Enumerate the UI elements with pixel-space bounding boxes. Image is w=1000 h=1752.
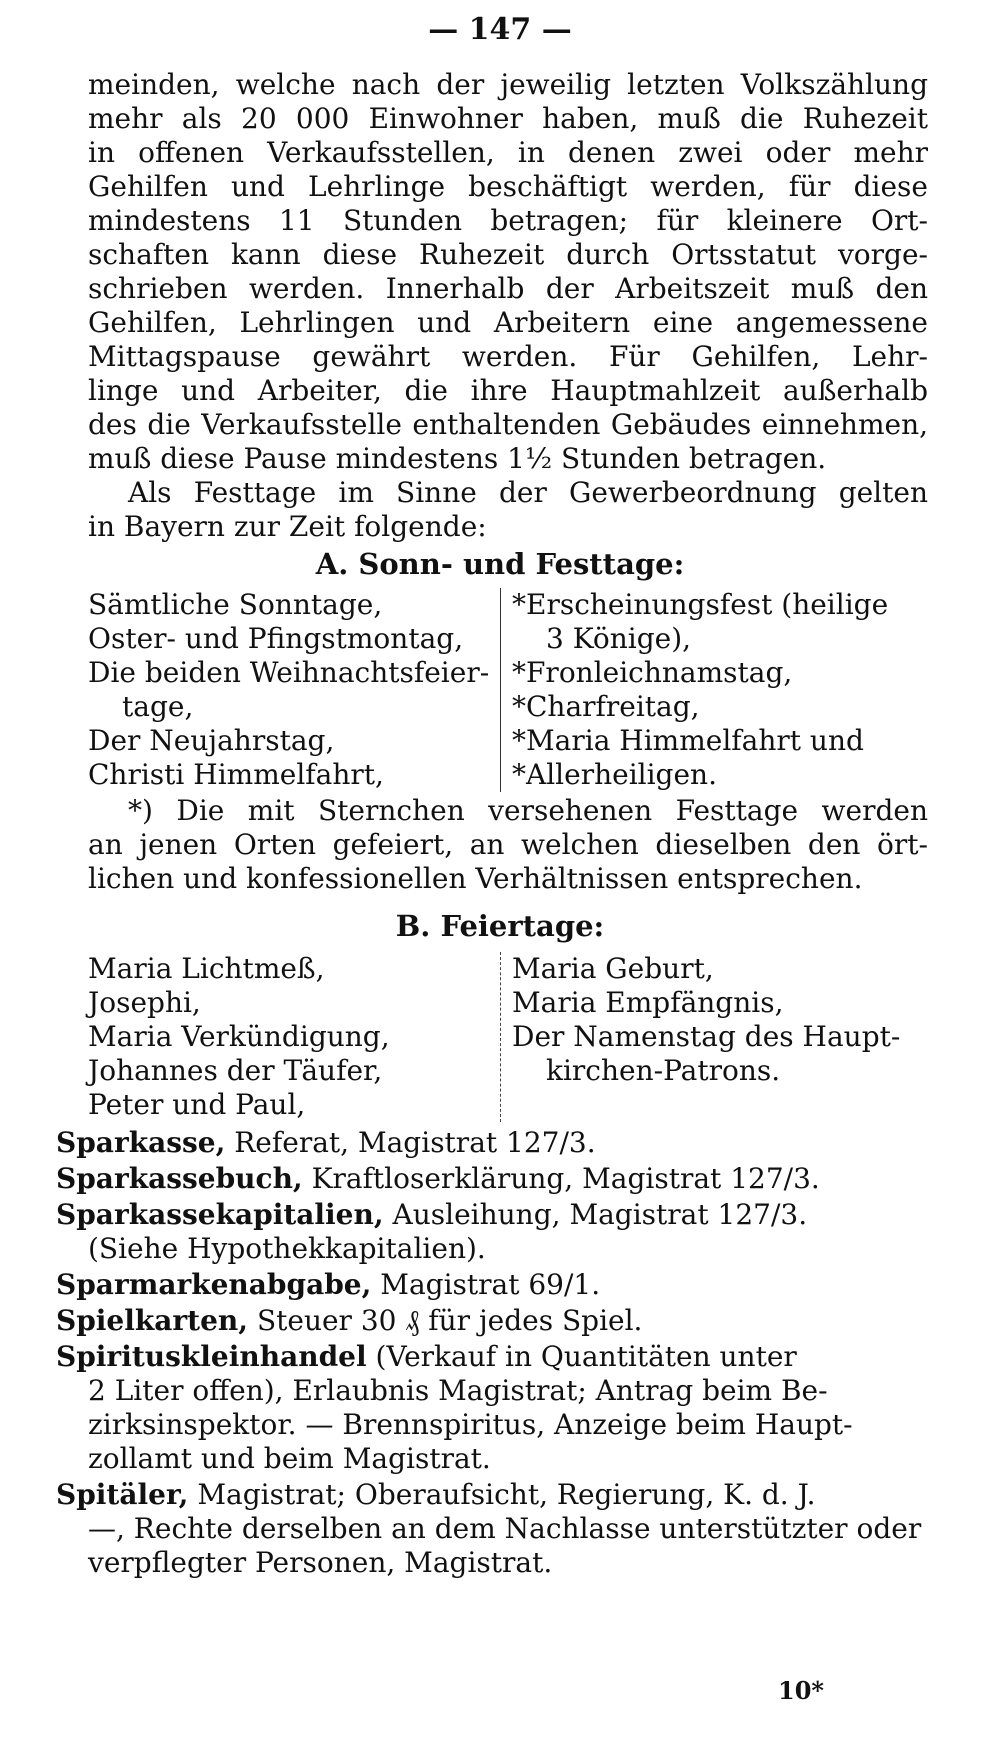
entry-text: Kraftloserklärung, Magistrat 127/3. [302, 1162, 820, 1195]
entry-text: (Verkauf in Quantitäten unter [366, 1340, 797, 1373]
holiday-item: Maria Empfängnis, [512, 986, 784, 1019]
holiday-item: tage, [122, 690, 194, 723]
entry-continuation: zollamt und beim Magistrat. [88, 1442, 491, 1475]
entry-text: Magistrat 69/1. [371, 1268, 601, 1301]
index-entry [56, 1478, 928, 1512]
body-text-line: schaften kann diese Ruhezeit durch Ortsstatut vorge- [88, 238, 928, 271]
section-heading-a: A. Sonn- und Festtage: [315, 547, 685, 581]
entry-keyword: Spirituskleinhandel [56, 1340, 367, 1373]
holiday-item: *Charfreitag, [512, 690, 700, 723]
signature-mark: 10* [778, 1676, 824, 1705]
holiday-item: *Fronleichnamstag, [512, 656, 793, 689]
body-text-line: meinden, welche nach der jeweilig letzten Volkszählung [88, 68, 928, 101]
entry-keyword: Spielkarten, [56, 1304, 249, 1337]
holiday-item: Maria Lichtmeß, [88, 952, 325, 985]
entry-keyword: Sparmarkenabgabe, [56, 1268, 372, 1301]
body-text-line: in offenen Verkaufsstellen, in denen zwei oder mehr [88, 136, 928, 169]
section-heading-b: B. Feiertage: [395, 909, 605, 943]
entry-text: Steuer 30 ₰ für jedes Spiel. [248, 1304, 643, 1337]
holiday-item: Der Neujahrstag, [88, 724, 335, 757]
body-text-line: mindestens 11 Stunden betragen; für kleinere Ort- [88, 204, 928, 237]
holiday-item: Johannes der Täufer, [88, 1054, 383, 1087]
footnote-line: lichen und konfessionellen Verhältnissen entsprechen. [88, 862, 863, 895]
index-entry [56, 1162, 928, 1196]
holiday-item: Der Namenstag des Haupt- [512, 1020, 901, 1053]
holiday-item: Sämtliche Sonntage, [88, 588, 383, 621]
entry-continuation: verpflegter Personen, Magistrat. [88, 1546, 553, 1579]
index-entry [56, 1340, 928, 1374]
entry-continuation: —, Rechte derselben an dem Nachlasse unterstützter oder [88, 1512, 922, 1545]
body-text-line: schrieben werden. Innerhalb der Arbeitszeit muß den [88, 272, 928, 305]
index-entry [56, 1126, 928, 1160]
holiday-item: Peter und Paul, [88, 1088, 306, 1121]
index-entry [56, 1198, 928, 1232]
holiday-item: *Maria Himmelfahrt und [512, 724, 864, 757]
page-number: — 147 — [428, 12, 572, 47]
body-text-line: Gehilfen, Lehrlingen und Arbeitern eine angemessene [88, 306, 928, 339]
index-entry [56, 1268, 928, 1302]
body-text-line: Mittagspause gewährt werden. Für Gehilfen, Lehr- [88, 340, 928, 373]
entry-text: Ausleihung, Magistrat 127/3. [383, 1198, 808, 1231]
holiday-item: kirchen-Patrons. [546, 1054, 781, 1087]
entry-keyword: Sparkasse, [56, 1126, 226, 1159]
entry-text: Referat, Magistrat 127/3. [225, 1126, 596, 1159]
holiday-item: Oster- und Pfingstmontag, [88, 622, 464, 655]
entry-continuation: (Siehe Hypothekkapitalien). [88, 1232, 486, 1265]
holiday-item: Christi Himmelfahrt, [88, 758, 384, 791]
index-entry [56, 1304, 928, 1338]
body-text-line: muß diese Pause mindestens 1½ Stunden betragen. [88, 442, 827, 475]
holiday-item: *Allerheiligen. [512, 758, 717, 791]
holiday-item: Die beiden Weihnachtsfeier- [88, 656, 490, 689]
entry-continuation: 2 Liter offen), Erlaubnis Magistrat; Antrag beim Be- [88, 1374, 828, 1407]
holiday-item: Maria Geburt, [512, 952, 714, 985]
holiday-item: 3 Könige), [546, 622, 692, 655]
footnote-line: *) Die mit Sternchen versehenen Festtage werden [128, 794, 928, 827]
footnote-line: an jenen Orten gefeiert, an welchen dieselben den ört- [88, 828, 928, 861]
column-divider [500, 952, 501, 1122]
body-text-line: des die Verkaufsstelle enthaltenden Gebäudes einnehmen, [88, 408, 928, 441]
body-text-line: mehr als 20 000 Einwohner haben, muß die Ruhezeit [88, 102, 928, 135]
holiday-item: Josephi, [88, 986, 201, 1019]
body-text-line: Gehilfen und Lehrlinge beschäftigt werden, für diese [88, 170, 928, 203]
column-divider [500, 588, 501, 792]
entry-keyword: Spitäler, [56, 1478, 189, 1511]
holiday-item: Maria Verkündigung, [88, 1020, 390, 1053]
entry-continuation: zirksinspektor. — Brennspiritus, Anzeige beim Haupt- [88, 1408, 853, 1441]
body-text-line: in Bayern zur Zeit folgende: [88, 510, 487, 543]
entry-keyword: Sparkassekapitalien, [56, 1198, 384, 1231]
body-text-line: Als Festtage im Sinne der Gewerbeordnung gelten [128, 476, 928, 509]
entry-keyword: Sparkassebuch, [56, 1162, 303, 1195]
holiday-item: *Erscheinungsfest (heilige [512, 588, 889, 621]
body-text-line: linge und Arbeiter, die ihre Hauptmahlzeit außerhalb [88, 374, 928, 407]
entry-text: Magistrat; Oberaufsicht, Regierung, K. d. J. [188, 1478, 816, 1511]
